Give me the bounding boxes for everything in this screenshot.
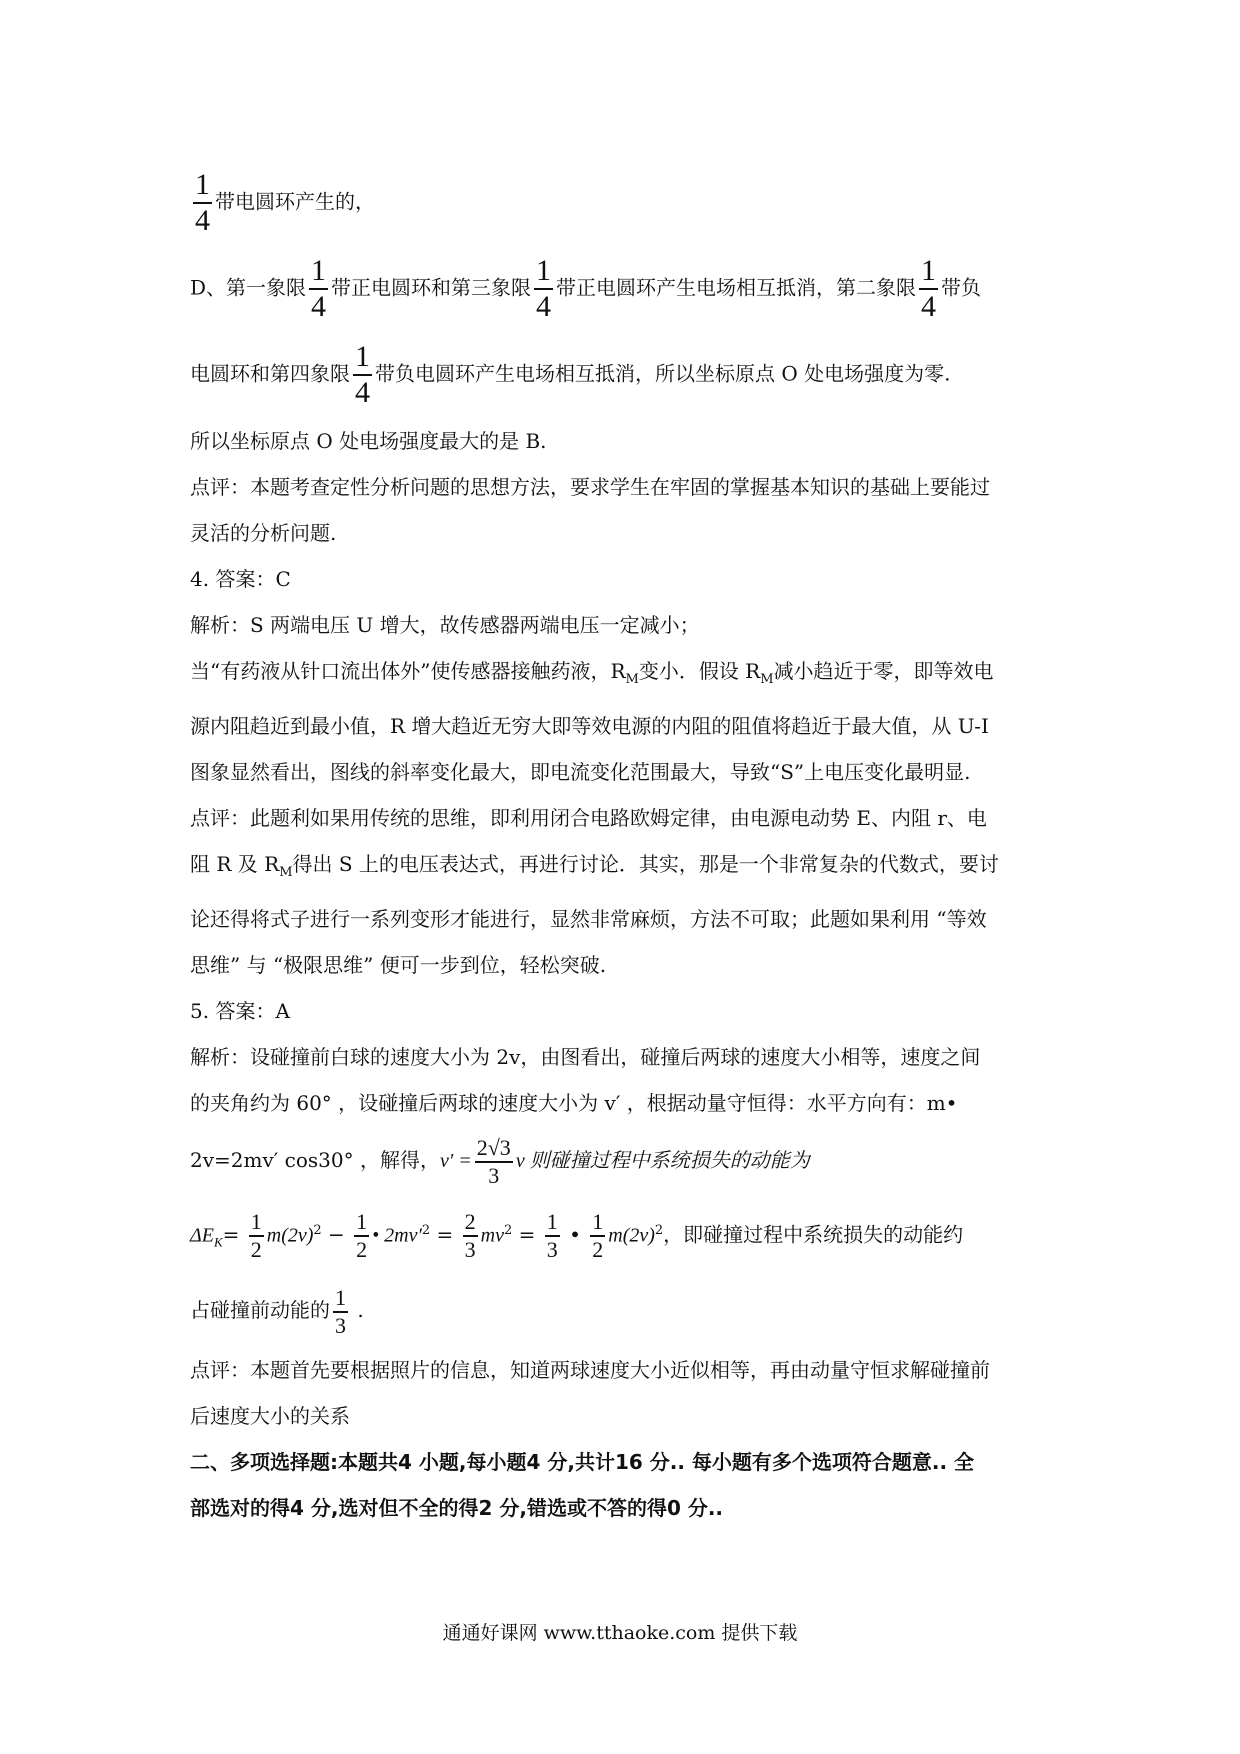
- line-17: 解析：设碰撞前白球的速度大小为 2v，由图看出，碰撞后两球的速度大小相等，速度之间: [190, 1045, 981, 1069]
- fraction-one-half: $\frac{1}{2}$: [250, 1208, 262, 1262]
- line-5: 点评：本题考查定性分析问题的思想方法，要求学生在牢固的掌握基本知识的基础上要能过: [190, 475, 990, 499]
- fraction-one-quarter: $\frac{1}{4}$: [921, 254, 937, 323]
- line-11: 图象显然看出，图线的斜率变化最大，即电流变化范围最大，导致“S”上电压变化最明显.: [190, 760, 971, 784]
- fraction-one-half: $\frac{1}{2}$: [592, 1208, 604, 1262]
- fraction-one-quarter: $\frac{1}{4}$: [311, 254, 327, 323]
- kinetic-energy-equation: $\Delta E_K=$ $\frac{1}{2}$ $m(2v)^2$ − $\frac{1}{2}$ • $2mv'^2$ = $\frac{2}{3}$ $mv^2$ = $\frac{1}{3}$ • $\frac{1}{2}$ $m(2v)^2$，即碰撞过程中系统损失的动能约: [190, 1208, 964, 1262]
- fraction-one-third: $\frac{1}{3}$: [335, 1284, 346, 1338]
- line-19: 2v=2mv′ cos30° ，解得，v′ = $\frac{2√3}{3}$ v 则碰撞过程中系统损失的动能为: [190, 1134, 810, 1188]
- page-footer: 通通好课网 www.tthaoke.com 提供下载: [442, 1622, 798, 1644]
- line-22: 点评：本题首先要根据照片的信息，知道两球速度大小近似相等，再由动量守恒求解碰撞前: [190, 1357, 990, 1382]
- line-14: 论还得将式子进行一系列变形才能进行，显然非常麻烦，方法不可取；此题如果利用 “等效: [190, 907, 987, 931]
- line-9: 当“有药液从针口流出体外”使传感器接触药液，$R_M$变小．假设 $R_M$减小趋近于零，即等效电: [190, 659, 994, 687]
- fraction-two-thirds: $\frac{2}{3}$: [464, 1208, 476, 1262]
- document-body: [190, 160, 1060, 1531]
- line-13: 阻 R 及 $R_M$得出 S 上的电压表达式，再进行讨论．其实，那是一个非常复杂的代数式，要讨: [190, 852, 999, 880]
- fraction-one-quarter: $\frac{1}{4}$: [536, 254, 552, 323]
- line-10: 源内阻趋近到最小值，R 增大趋近无穷大即等效电源的内阻的阻值将趋近于最大值，从 U-I: [190, 714, 989, 738]
- line-4: 所以坐标原点 O 处电场强度最大的是 B.: [190, 429, 547, 453]
- line-21: 占碰撞前动能的 $\frac{1}{3}$ .: [190, 1284, 364, 1338]
- line-23: 后速度大小的关系: [190, 1403, 350, 1428]
- line-18: 的夹角约为 60° ，设碰撞后两球的速度大小为 v′ ，根据动量守恒得：水平方向有：m•: [190, 1091, 958, 1115]
- line-15: 思维” 与 “极限思维” 便可一步到位，轻松突破.: [190, 953, 607, 977]
- fraction-one-third: $\frac{1}{3}$: [546, 1208, 558, 1262]
- line-2: D、第一象限 $\frac{1}{4}$ 带正电圆环和第三象限 $\frac{1}{4}$ 带正电圆环产生电场相互抵消，第二象限 $\frac{1}{4}$ 带负: [190, 254, 982, 323]
- fraction-one-half: $\frac{1}{2}$: [356, 1208, 368, 1262]
- line-6: 灵活的分析问题.: [190, 521, 337, 545]
- fraction-one-quarter: $\frac{1}{4}$: [355, 340, 370, 409]
- fraction-two-root-three-over-three: $\frac{2√3}{3}$: [476, 1134, 511, 1188]
- line-12: 点评：此题利如果用传统的思维，即利用闭合电路欧姆定律，由电源电动势 E、内阻 r、电: [190, 806, 987, 830]
- section-heading-multiple-choice-cont: 部选对的得4 分,选对但不全的得2 分,错选或不答的得0 分..: [190, 1495, 724, 1520]
- line-3: 电圆环和第四象限 $\frac{1}{4}$ 带负电圆环产生电场相互抵消，所以坐标原点 O 处电场强度为零.: [190, 340, 951, 409]
- line-8: 解析：S 两端电压 U 增大，故传感器两端电压一定减小；: [190, 613, 700, 637]
- answer-4: 4. 答案：C: [190, 567, 291, 591]
- line-1: $\frac{1}{4}$ 带电圆环产生的，: [195, 168, 375, 237]
- fraction-one-quarter: $\frac{1}{4}$: [195, 168, 210, 237]
- section-heading-multiple-choice: 二、多项选择题:本题共4 小题,每小题4 分,共计16 分.. 每小题有多个选项符合题意.. 全: [190, 1449, 975, 1474]
- answer-5: 5. 答案：A: [190, 999, 290, 1023]
